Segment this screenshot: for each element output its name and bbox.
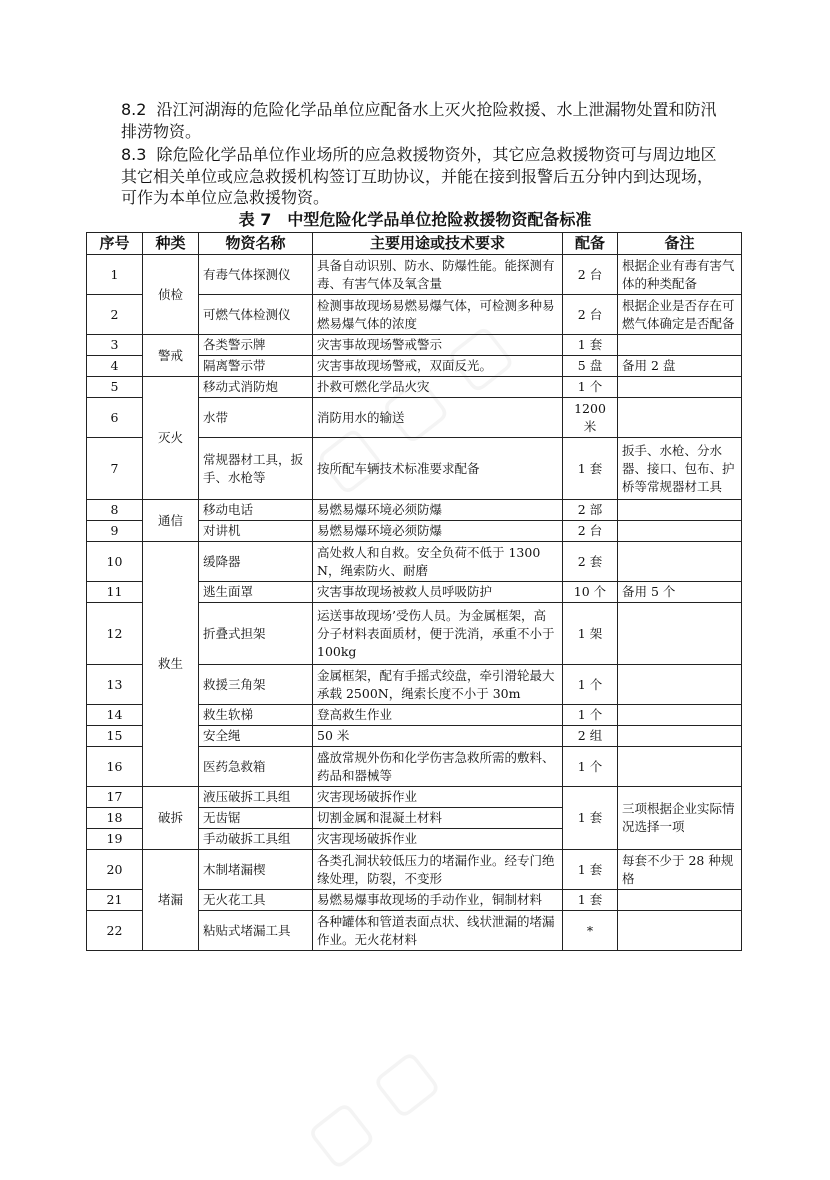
cell-name: 缓降器 xyxy=(199,542,313,582)
cell-use: 具备自动识别、防水、防爆性能。能探测有毒、有害气体及氧含量 xyxy=(313,255,563,295)
table-row xyxy=(87,255,742,295)
cell-no: 18 xyxy=(87,808,143,829)
cell-qty: 1 个 xyxy=(563,665,618,705)
cell-qty: 2 套 xyxy=(563,542,618,582)
cell-use: 盛放常规外伤和化学伤害急救所需的敷料、药品和器械等 xyxy=(313,747,563,787)
cell-name: 折叠式担架 xyxy=(199,603,313,665)
cell-qty: 2 台 xyxy=(563,295,618,335)
cell-no: 14 xyxy=(87,705,143,726)
cell-note: 根据企业有毒有害气体的种类配备 xyxy=(618,255,742,295)
table-row xyxy=(87,850,742,890)
cell-name: 医药急救箱 xyxy=(199,747,313,787)
cell-note xyxy=(618,335,742,356)
cell-name: 隔离警示带 xyxy=(199,356,313,377)
cell-qty: * xyxy=(563,911,618,951)
header-no: 序号 xyxy=(87,233,143,255)
cell-name: 对讲机 xyxy=(199,521,313,542)
table-row xyxy=(87,542,742,582)
cell-no: 8 xyxy=(87,500,143,521)
cell-name: 可燃气体检测仪 xyxy=(199,295,313,335)
header-name: 物资名称 xyxy=(199,233,313,255)
clause-number: 8.3 xyxy=(121,145,147,164)
cell-name: 有毒气体探测仪 xyxy=(199,255,313,295)
cell-qty: 1 架 xyxy=(563,603,618,665)
cell-name: 无火花工具 xyxy=(199,890,313,911)
cell-qty: 2 台 xyxy=(563,521,618,542)
cell-use: 灾害现场破拆作业 xyxy=(313,829,563,850)
cell-qty: 1 个 xyxy=(563,705,618,726)
cell-name: 手动破拆工具组 xyxy=(199,829,313,850)
cell-use: 灾害事故现场警戒警示 xyxy=(313,335,563,356)
header-note: 备注 xyxy=(618,233,742,255)
cell-use: 各类孔洞状较低压力的堵漏作业。经专门绝缘处理，防裂，不变形 xyxy=(313,850,563,890)
paragraph-8-2 xyxy=(121,99,721,142)
cell-category: 侦检 xyxy=(143,255,199,335)
cell-no: 13 xyxy=(87,665,143,705)
cell-no: 4 xyxy=(87,356,143,377)
clause-number: 8.2 xyxy=(121,100,147,119)
cell-no: 17 xyxy=(87,787,143,808)
cell-no: 11 xyxy=(87,582,143,603)
cell-note: 每套不少于 28 种规格 xyxy=(618,850,742,890)
cell-name: 移动式消防炮 xyxy=(199,377,313,398)
cell-use: 高处救人和自救。安全负荷不低于 1300 N，绳索防火、耐磨 xyxy=(313,542,563,582)
equipment-table xyxy=(86,232,742,951)
table-row xyxy=(87,787,742,808)
cell-note xyxy=(618,911,742,951)
cell-qty: 1200 米 xyxy=(563,398,618,438)
watermark xyxy=(292,1034,450,1180)
cell-category: 堵漏 xyxy=(143,850,199,951)
cell-note xyxy=(618,377,742,398)
table-row xyxy=(87,335,742,356)
cell-use: 灾害事故现场警戒，双面反光。 xyxy=(313,356,563,377)
cell-note xyxy=(618,747,742,787)
cell-qty: 10 个 xyxy=(563,582,618,603)
cell-no: 2 xyxy=(87,295,143,335)
cell-name: 各类警示牌 xyxy=(199,335,313,356)
cell-note: 备用 2 盘 xyxy=(618,356,742,377)
cell-note xyxy=(618,398,742,438)
cell-no: 1 xyxy=(87,255,143,295)
cell-note xyxy=(618,500,742,521)
clause-text: 沿江河湖海的危险化学品单位应配备水上灭火抢险救援、水上泄漏物处置和防汛排涝物资。 xyxy=(121,100,717,141)
cell-name: 救援三角架 xyxy=(199,665,313,705)
cell-qty: 1 套 xyxy=(563,438,618,500)
table-row xyxy=(87,500,742,521)
cell-no: 16 xyxy=(87,747,143,787)
cell-note: 扳手、水枪、分水器、接口、包布、护桥等常规器材工具 xyxy=(618,438,742,500)
cell-no: 22 xyxy=(87,911,143,951)
cell-no: 12 xyxy=(87,603,143,665)
cell-name: 常规器材工具，扳手、水枪等 xyxy=(199,438,313,500)
cell-qty: 2 部 xyxy=(563,500,618,521)
cell-note xyxy=(618,521,742,542)
clause-text: 除危险化学品单位作业场所的应急救援物资外，其它应急救援物资可与周边地区其它相关单位或应急救援机构签订互助协议，并能在接到报警后五分钟内到达现场，可作为本单位应急救援物资。 xyxy=(121,145,717,207)
cell-name: 液压破拆工具组 xyxy=(199,787,313,808)
cell-use: 易燃易爆事故现场的手动作业，铜制材料 xyxy=(313,890,563,911)
cell-use: 金属框架，配有手摇式绞盘，牵引滑轮最大承载 2500N，绳索长度不小于 30m xyxy=(313,665,563,705)
paragraph-8-3 xyxy=(121,144,721,209)
cell-no: 20 xyxy=(87,850,143,890)
header-category: 种类 xyxy=(143,233,199,255)
cell-note xyxy=(618,890,742,911)
cell-category: 通信 xyxy=(143,500,199,542)
cell-use: 运送事故现场’受伤人员。为金属框架，高分子材料表面质材，便于洗消，承重不小于100kg xyxy=(313,603,563,665)
cell-category: 灭火 xyxy=(143,377,199,500)
cell-no: 15 xyxy=(87,726,143,747)
cell-qty: 1 套 xyxy=(563,890,618,911)
cell-qty: 1 个 xyxy=(563,747,618,787)
cell-use: 易燃易爆环境必须防爆 xyxy=(313,521,563,542)
cell-use: 灾害事故现场被救人员呼吸防护 xyxy=(313,582,563,603)
cell-category: 警戒 xyxy=(143,335,199,377)
cell-no: 7 xyxy=(87,438,143,500)
cell-qty: 1 套 xyxy=(563,787,618,850)
cell-category: 破拆 xyxy=(143,787,199,850)
cell-note: 备用 5 个 xyxy=(618,582,742,603)
cell-qty: 5 盘 xyxy=(563,356,618,377)
cell-qty: 2 台 xyxy=(563,255,618,295)
cell-use: 消防用水的输送 xyxy=(313,398,563,438)
cell-no: 6 xyxy=(87,398,143,438)
cell-use: 检测事故现场易燃易爆气体，可检测多种易燃易爆气体的浓度 xyxy=(313,295,563,335)
cell-use: 扑救可燃化学品火灾 xyxy=(313,377,563,398)
table-row xyxy=(87,377,742,398)
cell-use: 按所配车辆技术标准要求配备 xyxy=(313,438,563,500)
header-use: 主要用途或技术要求 xyxy=(313,233,563,255)
cell-qty: 1 个 xyxy=(563,377,618,398)
cell-category: 救生 xyxy=(143,542,199,787)
table-caption: 表 7 中型危险化学品单位抢险救援物资配备标准 xyxy=(238,210,592,229)
cell-no: 19 xyxy=(87,829,143,850)
cell-use: 各种罐体和管道表面点状、线状泄漏的堵漏作业。无火花材料 xyxy=(313,911,563,951)
cell-qty: 1 套 xyxy=(563,850,618,890)
cell-use: 切割金属和混凝土材料 xyxy=(313,808,563,829)
cell-name: 移动电话 xyxy=(199,500,313,521)
cell-no: 21 xyxy=(87,890,143,911)
cell-use: 登高救生作业 xyxy=(313,705,563,726)
cell-note xyxy=(618,726,742,747)
cell-note xyxy=(618,705,742,726)
cell-name: 逃生面罩 xyxy=(199,582,313,603)
cell-name: 粘贴式堵漏工具 xyxy=(199,911,313,951)
cell-qty: 2 组 xyxy=(563,726,618,747)
cell-no: 9 xyxy=(87,521,143,542)
cell-note: 根据企业是否存在可燃气体确定是否配备 xyxy=(618,295,742,335)
cell-no: 3 xyxy=(87,335,143,356)
cell-name: 安全绳 xyxy=(199,726,313,747)
cell-name: 救生软梯 xyxy=(199,705,313,726)
cell-note: 三项根据企业实际情况选择一项 xyxy=(618,787,742,850)
cell-no: 5 xyxy=(87,377,143,398)
cell-no: 10 xyxy=(87,542,143,582)
cell-qty: 1 套 xyxy=(563,335,618,356)
cell-note xyxy=(618,542,742,582)
cell-name: 木制堵漏楔 xyxy=(199,850,313,890)
cell-use: 50 米 xyxy=(313,726,563,747)
cell-use: 灾害现场破拆作业 xyxy=(313,787,563,808)
cell-note xyxy=(618,665,742,705)
table-header-row xyxy=(87,233,742,255)
cell-name: 无齿锯 xyxy=(199,808,313,829)
cell-name: 水带 xyxy=(199,398,313,438)
cell-use: 易燃易爆环境必须防爆 xyxy=(313,500,563,521)
cell-note xyxy=(618,603,742,665)
header-qty: 配备 xyxy=(563,233,618,255)
